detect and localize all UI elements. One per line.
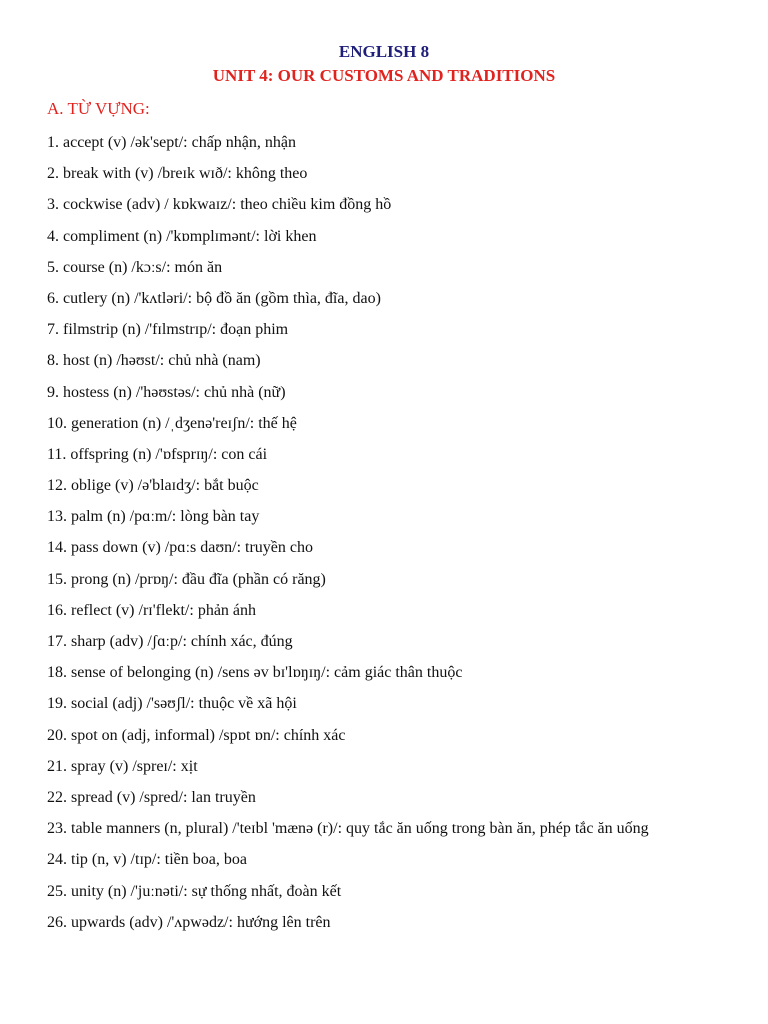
vocab-item: 17. sharp (adv) /ʃɑːp/: chính xác, đúng xyxy=(47,633,293,650)
vocab-item: 10. generation (n) /ˌdʒenə'reɪʃn/: thế hệ xyxy=(47,414,297,432)
vocab-item: 5. course (n) /kɔːs/: món ăn xyxy=(47,258,223,276)
vocab-item: 20. spot on (adj, informal) /spɒt ɒn/: chính xác xyxy=(47,726,346,744)
vocab-item: 2. break with (v) /breɪk wɪð/: không theo xyxy=(47,165,308,183)
vocab-item: 23. table manners (n, plural) /'teɪbl 'mænə (r)/: quy tắc ăn uống trong bàn ăn, phép tắc ăn uống xyxy=(47,820,649,838)
vocab-item: 14. pass down (v) /pɑːs daʊn/: truyền cho xyxy=(47,539,313,557)
vocab-item: 18. sense of belonging (n) /sens əv bɪ'lɒŋɪŋ/: cảm giác thân thuộc xyxy=(47,664,463,682)
vocab-item: 9. hostess (n) /'həʊstəs/: chủ nhà (nữ) xyxy=(47,383,286,401)
vocab-item: 1. accept (v) /ək'sept/: chấp nhận, nhận xyxy=(47,134,297,151)
vocab-item: 3. cockwise (adv) / kɒkwaɪz/: theo chiều kim đồng hồ xyxy=(47,196,392,214)
vocab-item: 21. spray (v) /spreɪ/: xịt xyxy=(47,757,198,775)
vocab-item: 13. palm (n) /pɑːm/: lòng bàn tay xyxy=(47,508,260,526)
unit-title: UNIT 4: OUR CUSTOMS AND TRADITIONS xyxy=(212,66,556,85)
vocab-item: 11. offspring (n) /'ɒfsprɪŋ/: con cái xyxy=(47,445,268,463)
vocab-item: 8. host (n) /həʊst/: chủ nhà (nam) xyxy=(47,352,261,370)
vocab-item: 22. spread (v) /spred/: lan truyền xyxy=(47,788,256,806)
vocab-item: 26. upwards (adv) /'ʌpwədz/: hướng lên trên xyxy=(47,913,331,931)
vocab-item: 7. filmstrip (n) /'fɪlmstrɪp/: đoạn phim xyxy=(47,321,289,339)
title-block xyxy=(0,40,768,88)
vocab-item: 24. tip (n, v) /tɪp/: tiền boa, boa xyxy=(47,851,247,869)
vocab-item: 12. oblige (v) /ə'blaɪdʒ/: bắt buộc xyxy=(47,477,259,495)
vocab-item: 6. cutlery (n) /'kʌtləri/: bộ đồ ăn (gồm thìa, đĩa, dao) xyxy=(47,289,381,307)
section-heading-vocabulary: A. TỪ VỰNG: xyxy=(47,99,150,118)
document-title: ENGLISH 8 xyxy=(338,42,430,61)
vocab-item: 25. unity (n) /'juːnəti/: sự thống nhất, đoàn kết xyxy=(47,882,342,900)
vocab-item: 19. social (adj) /'səʊʃl/: thuộc về xã hội xyxy=(47,695,297,713)
vocab-item: 16. reflect (v) /rɪ'flekt/: phản ánh xyxy=(47,601,257,619)
vocab-item: 4. compliment (n) /'kɒmplɪmənt/: lời khen xyxy=(47,227,317,245)
vocab-item: 15. prong (n) /prɒŋ/: đầu đĩa (phần có răng) xyxy=(47,570,326,588)
vocabulary-list xyxy=(47,132,727,943)
